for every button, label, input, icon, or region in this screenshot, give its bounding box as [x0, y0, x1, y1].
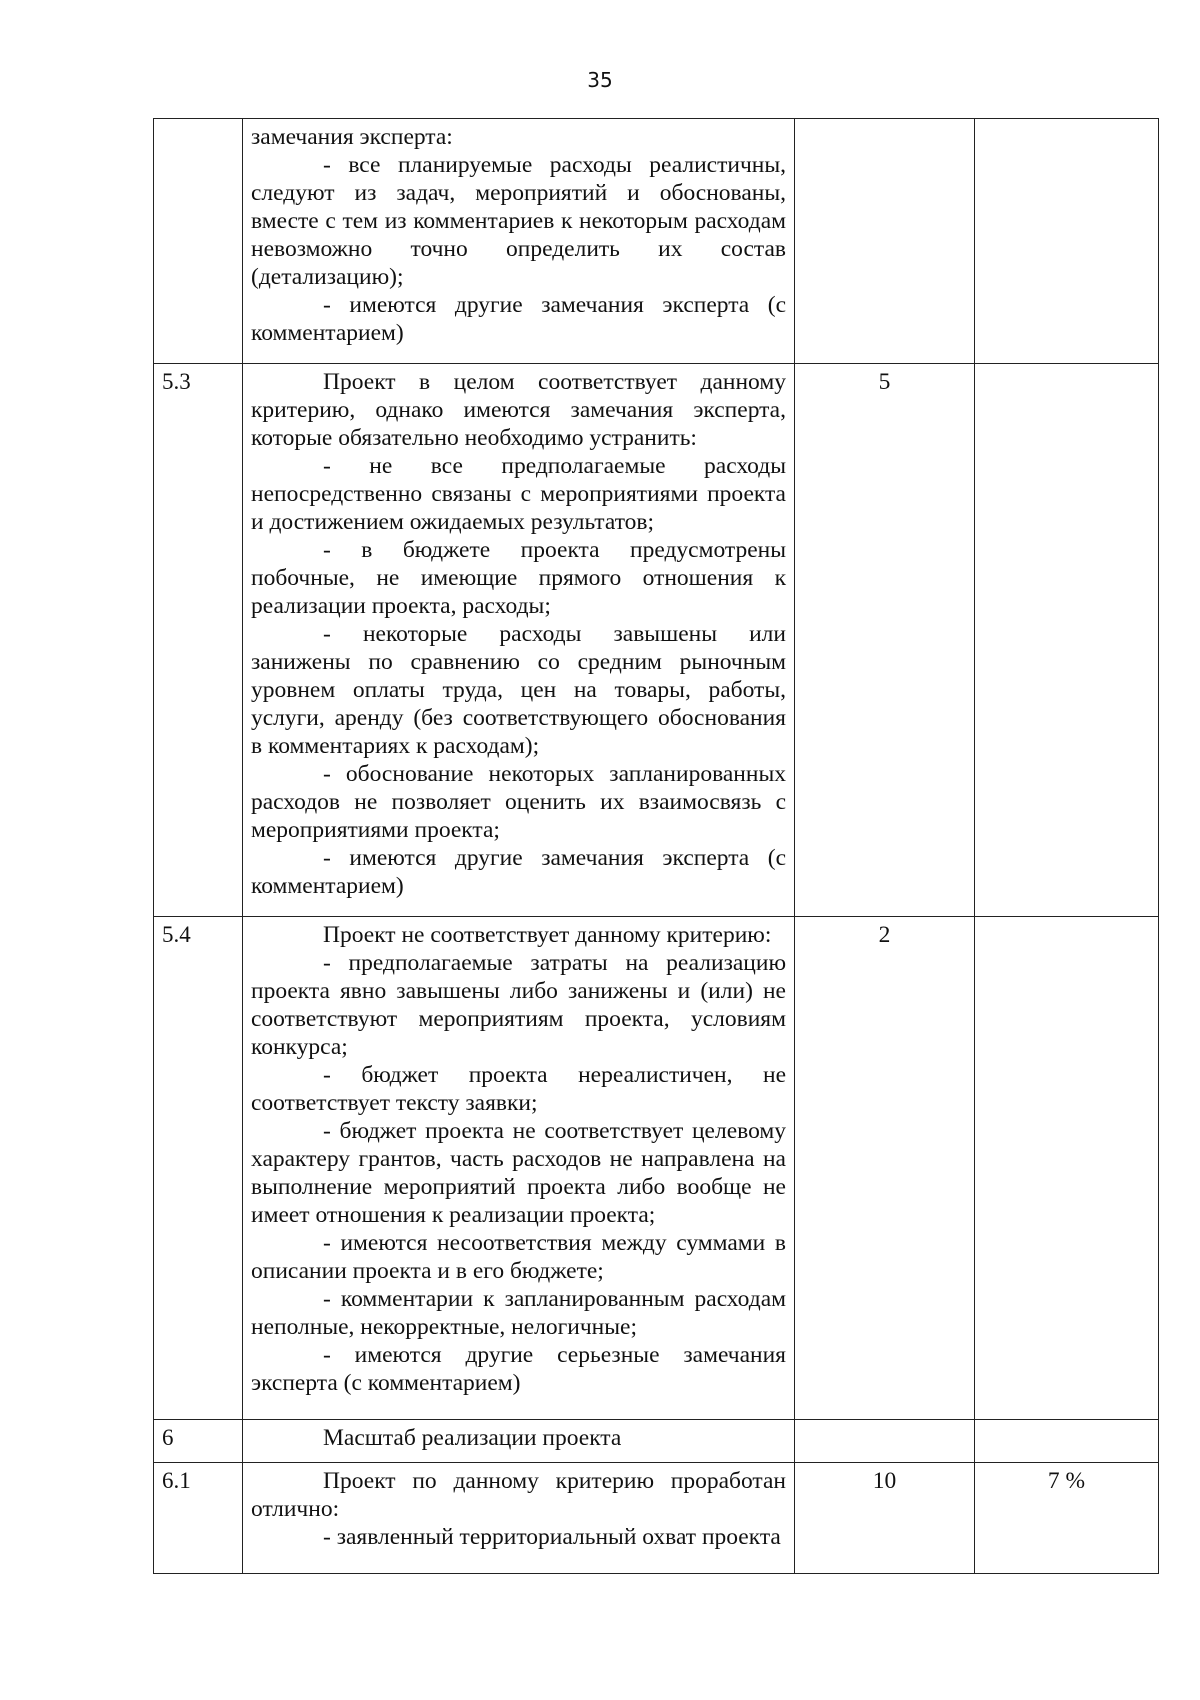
criterion-paragraph: Проект по данному критерию проработан отлично: [251, 1468, 786, 1522]
criterion-weight [975, 1420, 1159, 1463]
criterion-paragraph: - некоторые расходы завышены или занижены по сравнению со средним рыночным уровнем оплаты труда, цен на товары, работы, услуги, аренду (без соответствующего обоснования в комментариях к расходам); [251, 621, 786, 759]
criterion-text [243, 119, 795, 364]
criterion-text [243, 364, 795, 917]
criterion-paragraph: - бюджет проекта нереалистичен, не соответствует тексту заявки; [251, 1062, 786, 1116]
criterion-score [795, 1420, 975, 1463]
table-row [154, 1420, 1159, 1463]
criterion-weight [975, 364, 1159, 917]
criterion-number: 6 [154, 1420, 243, 1463]
criterion-number: 5.4 [154, 917, 243, 1420]
criterion-paragraph: - в бюджете проекта предусмотрены побочные, не имеющие прямого отношения к реализации проекта, расходы; [251, 537, 786, 619]
criterion-weight [975, 917, 1159, 1420]
criterion-paragraph: - заявленный территориальный охват проекта [323, 1524, 781, 1550]
table-row [154, 1463, 1159, 1574]
criterion-number: 5.3 [154, 364, 243, 917]
criterion-score: 5 [795, 364, 975, 917]
table-row [154, 364, 1159, 917]
criterion-paragraph: - обоснование некоторых запланированных расходов не позволяет оценить их взаимосвязь с мероприятиями проекта; [251, 761, 786, 843]
criterion-text [243, 917, 795, 1420]
criterion-paragraph: - имеются другие замечания эксперта (с комментарием) [251, 845, 786, 899]
page-number: 35 [587, 68, 613, 92]
criterion-weight [975, 119, 1159, 364]
criterion-number [154, 119, 243, 364]
criterion-paragraph: - не все предполагаемые расходы непосредственно связаны с мероприятиями проекта и достижением ожидаемых результатов; [251, 453, 786, 535]
criterion-paragraph: - имеются другие замечания эксперта (с комментарием) [251, 292, 786, 346]
criterion-score [795, 119, 975, 364]
criterion-paragraph: Масштаб реализации проекта [323, 1425, 622, 1451]
criterion-paragraph: Проект не соответствует данному критерию: [323, 922, 772, 948]
criterion-paragraph: - все планируемые расходы реалистичны, следуют из задач, мероприятий и обоснованы, вместе с тем из комментариев к некоторым расходам невозможно точно определить их состав (детализацию); [251, 152, 786, 290]
table-row [154, 119, 1159, 364]
criterion-text [243, 1463, 795, 1574]
criterion-weight: 7 % [975, 1463, 1159, 1574]
criterion-number: 6.1 [154, 1463, 243, 1574]
criterion-paragraph: - предполагаемые затраты на реализацию проекта явно завышены либо занижены и (или) не соответствуют мероприятиям проекта, условиям конкурса; [251, 950, 786, 1060]
criteria-table [153, 118, 1159, 1574]
criterion-paragraph: - бюджет проекта не соответствует целевому характеру грантов, часть расходов не направлена на выполнение мероприятий проекта либо вообще не имеет отношения к реализации проекта; [251, 1118, 786, 1228]
criterion-text [243, 1420, 795, 1463]
criterion-score: 10 [795, 1463, 975, 1574]
criterion-score: 2 [795, 917, 975, 1420]
criterion-paragraph: - комментарии к запланированным расходам неполные, некорректные, нелогичные; [251, 1286, 786, 1340]
criterion-paragraph: замечания эксперта: [251, 124, 453, 150]
table-row [154, 917, 1159, 1420]
criterion-paragraph: - имеются другие серьезные замечания эксперта (с комментарием) [251, 1342, 786, 1396]
criterion-paragraph: - имеются несоответствия между суммами в описании проекта и в его бюджете; [251, 1230, 786, 1284]
criterion-paragraph: Проект в целом соответствует данному критерию, однако имеются замечания эксперта, которые обязательно необходимо устранить: [251, 369, 786, 451]
